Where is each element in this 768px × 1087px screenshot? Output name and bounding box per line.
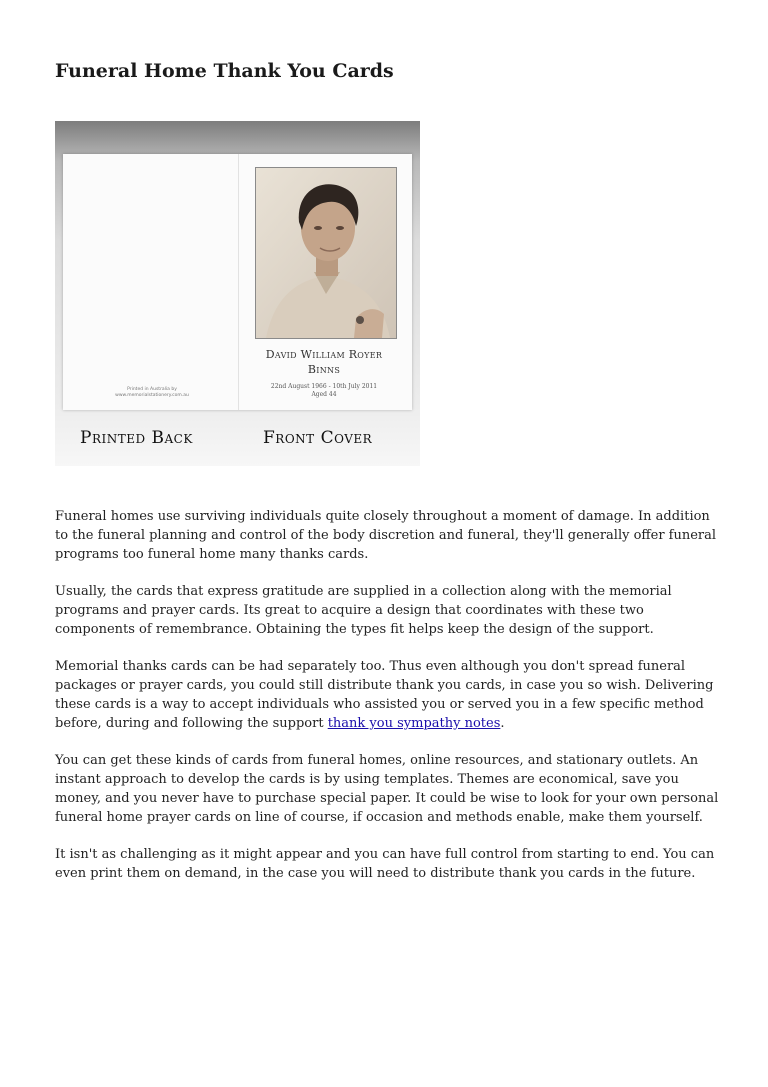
credit-line-1: Printed in Australia by [127, 387, 177, 392]
paragraph-3 [55, 657, 719, 733]
article-body [55, 507, 719, 901]
page-title: Funeral Home Thank You Cards [55, 60, 394, 82]
life-dates [243, 383, 405, 399]
name-line-1: David William Royer [265, 348, 383, 361]
paragraph-1: Funeral homes use surviving individuals quite closely throughout a moment of damage. In addition to the funeral planning and control of the body discretion and funeral, they'll generally offer funeral programs too funeral home many thanks cards. [55, 509, 717, 562]
caption-front-cover: Front Cover [263, 428, 373, 448]
dates-line-2: Aged 44 [311, 391, 337, 398]
card-sheet [63, 154, 412, 410]
paragraph-4: You can get these kinds of cards from funeral homes, online resources, and stationary outlets. An instant approach to develop the cards is by using templates. Themes are economical, save you money, and you never have to purchase special paper. It could be wise to look for your own personal funeral home prayer cards on line of course, if occasion and methods enable, make them yourself. [55, 753, 719, 825]
paragraph-3-text: Memorial thanks cards can be had separately too. Thus even although you don't spread funeral packages or prayer cards, you could still distribute thank you cards, in case you so wish. Delivering these cards is a way to accept individuals who assisted you or served you in a few specific method before, during and following the support [55, 659, 714, 731]
card-fold-line [238, 154, 239, 410]
paragraph-5: It isn't as challenging as it might appear and you can have full control from starting to end. You can even print them on demand, in the case you will need to distribute thank you cards in the future. [55, 847, 715, 881]
portrait-illustration [256, 168, 396, 338]
name-line-2: Binns [307, 363, 341, 376]
credit-line-2: www.memorialstationery.com.au [115, 393, 189, 398]
dates-line-1: 22nd August 1966 - 10th July 2011 [270, 383, 378, 390]
portrait-photo [255, 167, 397, 339]
paragraph-3-end: . [500, 716, 505, 731]
caption-printed-back: Printed Back [80, 428, 193, 448]
paragraph-2: Usually, the cards that express gratitude are supplied in a collection along with the memorial programs and prayer cards. Its great to acquire a design that coordinates with these two components of remembrance. Obtaining the types fit helps keep the design of the support. [55, 584, 672, 637]
deceased-name [243, 347, 405, 377]
card-preview-image [55, 121, 420, 466]
sympathy-notes-link[interactable]: thank you sympathy notes [327, 716, 501, 731]
printer-credit [85, 387, 219, 399]
